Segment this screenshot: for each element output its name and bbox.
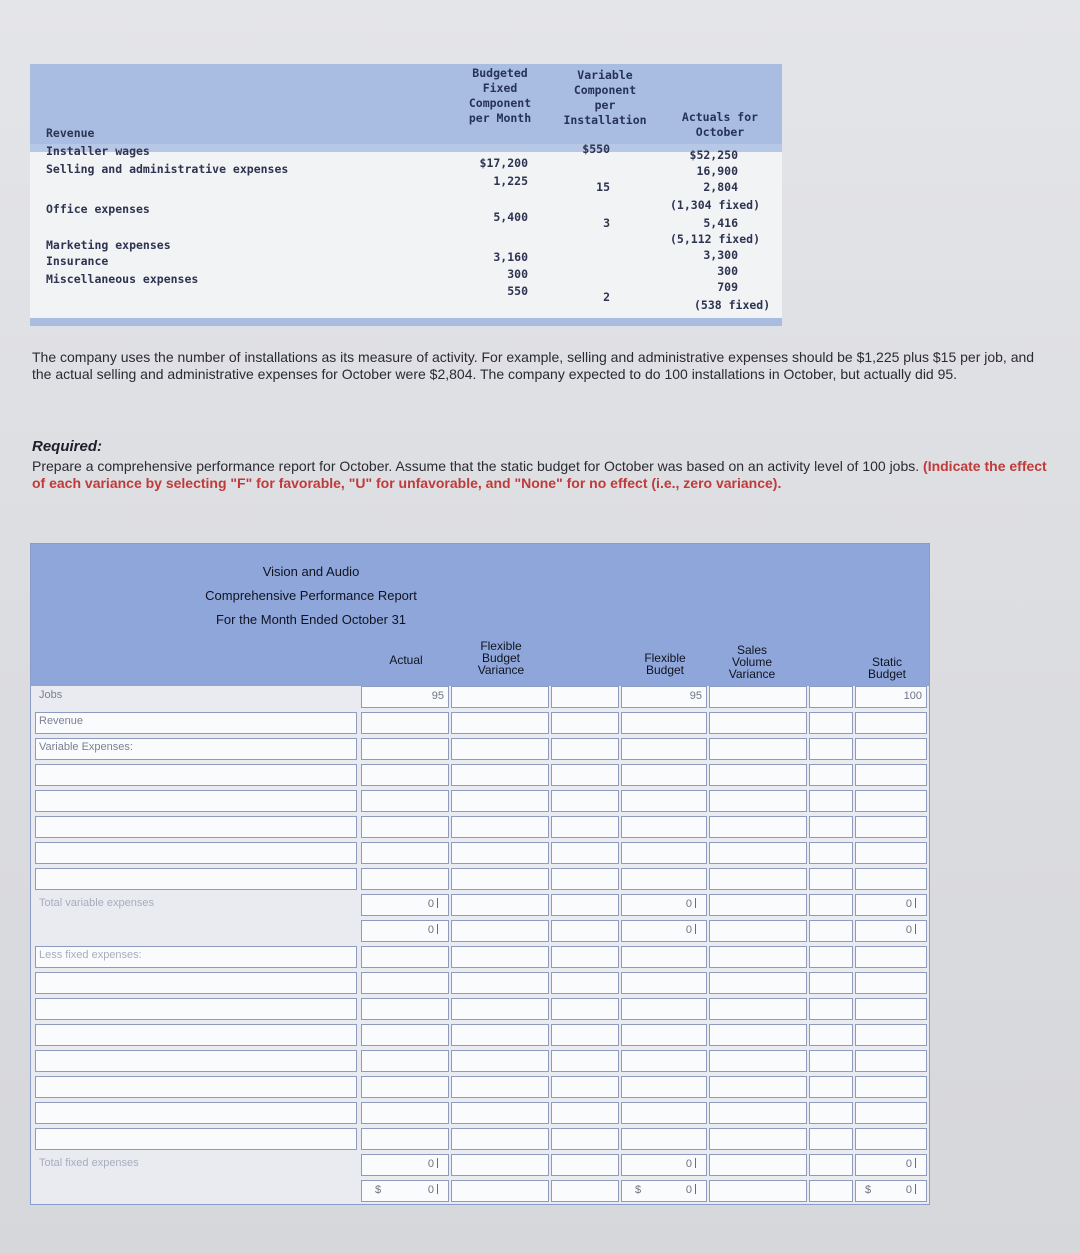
fixed-insurance: 300 — [507, 267, 528, 281]
cursor-marker — [437, 898, 444, 908]
dollar-sign: $ — [865, 1184, 872, 1196]
input-cell[interactable] — [451, 738, 549, 760]
input-cell[interactable] — [551, 868, 619, 890]
input-cell[interactable] — [451, 712, 549, 734]
var-selling: 15 — [596, 180, 610, 194]
var-office: 3 — [603, 216, 610, 230]
input-cell[interactable] — [621, 972, 707, 994]
input-cell[interactable] — [451, 972, 549, 994]
table-row-total-variable — [35, 894, 925, 920]
report-title: Comprehensive Performance Report — [205, 588, 417, 603]
input-cell[interactable] — [809, 1102, 853, 1124]
cursor-marker — [695, 924, 702, 934]
table-row-variable-expense-2 — [35, 790, 925, 816]
input-cell[interactable] — [809, 790, 853, 812]
input-cell[interactable] — [855, 998, 927, 1020]
input-cell[interactable]: 0 — [621, 894, 707, 916]
label-insurance: Insurance — [46, 254, 109, 268]
input-cell[interactable] — [451, 1076, 549, 1098]
input-cell[interactable] — [361, 738, 449, 760]
required-text: Prepare a comprehensive performance report for October. Assume that the static budget for October was based on an activity level of 100 jobs. (Indicate the effect of each variance by selecting "F" for favorable, "U" for unfavorable, and "None" for no effect (i.e., zero variance). — [32, 458, 1047, 491]
col-actual: Actual — [389, 653, 423, 667]
input-cell[interactable] — [709, 764, 807, 786]
input-cell[interactable] — [809, 842, 853, 864]
actual-wages: 16,900 — [696, 164, 738, 178]
input-cell[interactable] — [709, 1076, 807, 1098]
actual-misc-fixed: (538 fixed) — [694, 298, 771, 312]
input-cell[interactable] — [621, 764, 707, 786]
input-cell[interactable] — [551, 764, 619, 786]
input-cell[interactable] — [855, 946, 927, 968]
col-volume-variance: Sales Volume Variance — [728, 643, 776, 681]
table-row-revenue — [35, 712, 925, 738]
row-label-input[interactable] — [35, 1128, 357, 1150]
input-cell[interactable] — [809, 816, 853, 838]
table-row-total-fixed — [35, 1154, 925, 1180]
input-cell[interactable] — [621, 1050, 707, 1072]
input-cell[interactable] — [809, 1024, 853, 1046]
input-cell[interactable] — [361, 1128, 449, 1150]
cursor-marker — [915, 898, 922, 908]
input-cell[interactable] — [361, 1024, 449, 1046]
row-label-input[interactable] — [35, 1102, 357, 1124]
input-cell[interactable]: 0 — [361, 894, 449, 916]
required-instruction: (Indicate the effect of each variance by selecting "F" for favorable, "U" for unfavorable, and "None" for no effect (i.e., zero variance). — [32, 458, 1047, 491]
input-cell[interactable]: 0 — [855, 894, 927, 916]
input-cell[interactable] — [855, 842, 927, 864]
actual-revenue: $52,250 — [689, 148, 738, 162]
row-label-input[interactable] — [35, 764, 357, 786]
input-cell[interactable] — [809, 738, 853, 760]
col-static-budget: Static Budget — [867, 655, 907, 681]
label-marketing: Marketing expenses — [46, 238, 171, 252]
input-cell[interactable] — [855, 972, 927, 994]
input-cell[interactable] — [361, 790, 449, 812]
table-row-fixed-expense-3 — [35, 1024, 925, 1050]
input-cell[interactable] — [361, 868, 449, 890]
input-cell[interactable] — [551, 1154, 619, 1176]
row-label: Revenue — [39, 715, 84, 727]
input-cell[interactable] — [361, 1076, 449, 1098]
performance-report — [30, 543, 930, 1205]
row-label-input[interactable] — [35, 998, 357, 1020]
input-cell[interactable] — [855, 712, 927, 734]
row-label: Total fixed expenses — [39, 1157, 139, 1169]
input-cell[interactable] — [361, 764, 449, 786]
input-cell[interactable] — [551, 816, 619, 838]
table-row-fixed-expense-6 — [35, 1102, 925, 1128]
row-label: Jobs — [39, 689, 63, 701]
row-label-input[interactable] — [35, 816, 357, 838]
input-cell[interactable] — [855, 790, 927, 812]
input-cell[interactable] — [551, 790, 619, 812]
input-cell[interactable] — [855, 1128, 927, 1150]
input-cell[interactable] — [451, 920, 549, 942]
input-cell[interactable] — [621, 946, 707, 968]
input-cell[interactable] — [709, 1154, 807, 1176]
fixed-misc: 550 — [507, 284, 528, 298]
actual-office-fixed: (5,112 fixed) — [670, 232, 761, 246]
input-cell[interactable] — [621, 998, 707, 1020]
input-cell[interactable] — [551, 712, 619, 734]
actual-insurance: 300 — [717, 264, 738, 278]
input-cell[interactable]: 0 — [621, 1180, 707, 1202]
input-cell[interactable] — [709, 790, 807, 812]
row-label: Total variable expenses — [39, 897, 154, 909]
input-cell[interactable] — [855, 1102, 927, 1124]
input-cell[interactable] — [361, 1102, 449, 1124]
table-row-jobs — [35, 686, 925, 712]
input-cell[interactable] — [551, 1128, 619, 1150]
actual-marketing: 3,300 — [703, 248, 738, 262]
input-cell[interactable] — [451, 998, 549, 1020]
table-row-variable-expense-4 — [35, 842, 925, 868]
input-cell[interactable] — [621, 712, 707, 734]
cursor-marker — [915, 1158, 922, 1168]
input-cell[interactable]: 0 — [855, 1154, 927, 1176]
dollar-sign: $ — [375, 1184, 382, 1196]
input-cell[interactable] — [709, 712, 807, 734]
input-cell[interactable] — [709, 1024, 807, 1046]
label-selling-admin: Selling and administrative expenses — [46, 162, 289, 176]
table-row-fixed-expense-1 — [35, 972, 925, 998]
input-cell[interactable] — [621, 1102, 707, 1124]
input-cell[interactable] — [809, 998, 853, 1020]
table-row-fixed-expense-4 — [35, 1050, 925, 1076]
input-cell[interactable]: 0 — [361, 920, 449, 942]
input-cell[interactable] — [709, 686, 807, 708]
input-cell[interactable] — [709, 920, 807, 942]
input-cell[interactable] — [551, 998, 619, 1020]
col-flex-variance: Flexible Budget Variance — [477, 639, 525, 677]
input-cell[interactable] — [551, 972, 619, 994]
input-cell[interactable] — [709, 816, 807, 838]
cursor-marker — [915, 1184, 922, 1194]
row-label-input[interactable] — [35, 868, 357, 890]
input-cell[interactable] — [451, 1024, 549, 1046]
cursor-marker — [695, 1184, 702, 1194]
table-row-fixed-expense-5 — [35, 1076, 925, 1102]
input-cell[interactable] — [709, 842, 807, 864]
input-cell[interactable] — [709, 1102, 807, 1124]
label-revenue: Revenue — [46, 126, 95, 140]
actual-selling-fixed: (1,304 fixed) — [670, 198, 761, 212]
row-label-input[interactable] — [35, 1024, 357, 1046]
input-cell[interactable] — [451, 764, 549, 786]
input-cell[interactable] — [551, 946, 619, 968]
input-cell[interactable]: 0 — [855, 920, 927, 942]
fixed-office: 5,400 — [493, 210, 528, 224]
input-cell[interactable] — [451, 946, 549, 968]
input-cell[interactable] — [621, 738, 707, 760]
input-cell[interactable] — [855, 764, 927, 786]
input-cell[interactable]: 0 — [361, 1154, 449, 1176]
input-cell[interactable] — [709, 738, 807, 760]
cursor-marker — [437, 1158, 444, 1168]
input-cell[interactable] — [709, 998, 807, 1020]
input-cell[interactable] — [361, 1050, 449, 1072]
fixed-wages: $17,200 — [479, 156, 528, 170]
table-row-net-operating-income — [35, 1180, 925, 1206]
input-cell[interactable] — [809, 764, 853, 786]
input-cell[interactable]: 95 — [621, 686, 707, 708]
problem-narrative: The company uses the number of installations as its measure of activity. For example, selling and administrative expenses should be $1,225 plus $15 per job, and the actual selling and administrative expenses for October were $2,804. The company expected to do 100 installations in October, but actually did 95. — [32, 349, 1035, 382]
table-row-contribution — [35, 920, 925, 946]
actual-office: 5,416 — [703, 216, 738, 230]
row-label-input[interactable] — [35, 842, 357, 864]
input-cell[interactable] — [809, 1180, 853, 1202]
input-cell[interactable] — [809, 894, 853, 916]
actual-misc: 709 — [717, 280, 738, 294]
input-cell[interactable]: 0 — [621, 1154, 707, 1176]
row-label-input[interactable] — [35, 1076, 357, 1098]
actual-selling: 2,804 — [703, 180, 738, 194]
row-label: Variable Expenses: — [39, 741, 133, 753]
input-cell[interactable] — [809, 1076, 853, 1098]
cursor-marker — [437, 924, 444, 934]
input-cell[interactable] — [361, 946, 449, 968]
input-cell[interactable] — [709, 1050, 807, 1072]
row-label-input[interactable] — [35, 790, 357, 812]
row-label-input[interactable] — [35, 712, 357, 734]
report-period: For the Month Ended October 31 — [215, 612, 407, 627]
input-cell[interactable]: 0 — [621, 920, 707, 942]
input-cell[interactable] — [621, 1024, 707, 1046]
fixed-selling: 1,225 — [493, 174, 528, 188]
report-company: Vision and Audio — [262, 564, 360, 579]
input-cell[interactable] — [451, 1102, 549, 1124]
input-cell[interactable] — [855, 1024, 927, 1046]
col-flex-budget: Flexible Budget — [644, 651, 686, 677]
input-cell[interactable] — [451, 842, 549, 864]
input-cell[interactable] — [855, 1050, 927, 1072]
input-cell[interactable] — [621, 816, 707, 838]
input-cell[interactable] — [361, 712, 449, 734]
dollar-sign: $ — [635, 1184, 642, 1196]
input-cell[interactable]: 100 — [855, 686, 927, 708]
header-fixed-component: Budgeted Fixed Component per Month — [468, 66, 532, 125]
input-cell[interactable] — [855, 1076, 927, 1098]
input-cell[interactable] — [621, 790, 707, 812]
table-row-variable-expense-5 — [35, 868, 925, 894]
row-label-input[interactable] — [35, 972, 357, 994]
input-cell[interactable] — [709, 972, 807, 994]
input-cell[interactable] — [621, 1128, 707, 1150]
input-cell[interactable] — [855, 816, 927, 838]
var-revenue: $550 — [582, 142, 610, 156]
input-cell[interactable] — [855, 868, 927, 890]
input-cell[interactable] — [709, 1180, 807, 1202]
input-cell[interactable] — [551, 686, 619, 708]
input-cell[interactable] — [809, 920, 853, 942]
input-cell[interactable] — [361, 816, 449, 838]
input-cell[interactable] — [361, 842, 449, 864]
input-cell[interactable] — [551, 738, 619, 760]
table-row-less-fixed — [35, 946, 925, 972]
input-cell[interactable] — [551, 1050, 619, 1072]
label-installer-wages: Installer wages — [46, 144, 150, 158]
header-actuals: Actuals for October — [681, 110, 759, 139]
cursor-marker — [695, 1158, 702, 1168]
input-cell[interactable] — [551, 1076, 619, 1098]
input-cell[interactable] — [809, 686, 853, 708]
input-cell[interactable] — [709, 868, 807, 890]
input-cell[interactable] — [451, 816, 549, 838]
var-misc: 2 — [603, 290, 610, 304]
input-cell[interactable] — [451, 868, 549, 890]
label-misc: Miscellaneous expenses — [46, 272, 199, 286]
input-cell[interactable] — [551, 1024, 619, 1046]
label-office: Office expenses — [46, 202, 150, 216]
input-cell[interactable] — [451, 790, 549, 812]
table-row-variable-expense-1 — [35, 764, 925, 790]
input-cell[interactable] — [551, 1180, 619, 1202]
table-row-variable-expense-3 — [35, 816, 925, 842]
table-row-variable-expenses — [35, 738, 925, 764]
input-cell[interactable] — [451, 1050, 549, 1072]
input-cell[interactable] — [809, 1050, 853, 1072]
input-cell[interactable] — [809, 946, 853, 968]
input-cell[interactable] — [621, 842, 707, 864]
cursor-marker — [695, 898, 702, 908]
input-cell[interactable] — [809, 868, 853, 890]
fixed-marketing: 3,160 — [493, 250, 528, 264]
input-cell[interactable] — [451, 1180, 549, 1202]
cost-data-table — [30, 64, 782, 326]
input-cell[interactable] — [551, 1102, 619, 1124]
input-cell[interactable] — [551, 842, 619, 864]
input-cell[interactable] — [709, 894, 807, 916]
input-cell[interactable] — [451, 1154, 549, 1176]
row-label-input[interactable] — [35, 1050, 357, 1072]
input-cell[interactable] — [809, 712, 853, 734]
input-cell[interactable] — [809, 1128, 853, 1150]
input-cell[interactable] — [361, 998, 449, 1020]
input-cell[interactable] — [451, 686, 549, 708]
row-label: Less fixed expenses: — [39, 949, 142, 961]
input-cell[interactable] — [809, 972, 853, 994]
input-cell[interactable] — [709, 1128, 807, 1150]
input-cell[interactable]: 0 — [855, 1180, 927, 1202]
input-cell[interactable]: 0 — [361, 1180, 449, 1202]
input-cell[interactable]: 95 — [361, 686, 449, 708]
input-cell[interactable] — [451, 1128, 549, 1150]
input-cell[interactable] — [809, 1154, 853, 1176]
input-cell[interactable] — [621, 1076, 707, 1098]
cursor-marker — [915, 924, 922, 934]
cursor-marker — [437, 1184, 444, 1194]
table-row-fixed-expense-2 — [35, 998, 925, 1024]
input-cell[interactable] — [551, 920, 619, 942]
input-cell[interactable] — [855, 738, 927, 760]
input-cell[interactable] — [551, 894, 619, 916]
input-cell[interactable] — [709, 946, 807, 968]
input-cell[interactable] — [361, 972, 449, 994]
header-variable-component: Variable Component per Installation — [563, 68, 647, 127]
input-cell[interactable] — [451, 894, 549, 916]
required-heading: Required: — [32, 438, 103, 455]
table-row-fixed-expense-7 — [35, 1128, 925, 1154]
input-cell[interactable] — [621, 868, 707, 890]
